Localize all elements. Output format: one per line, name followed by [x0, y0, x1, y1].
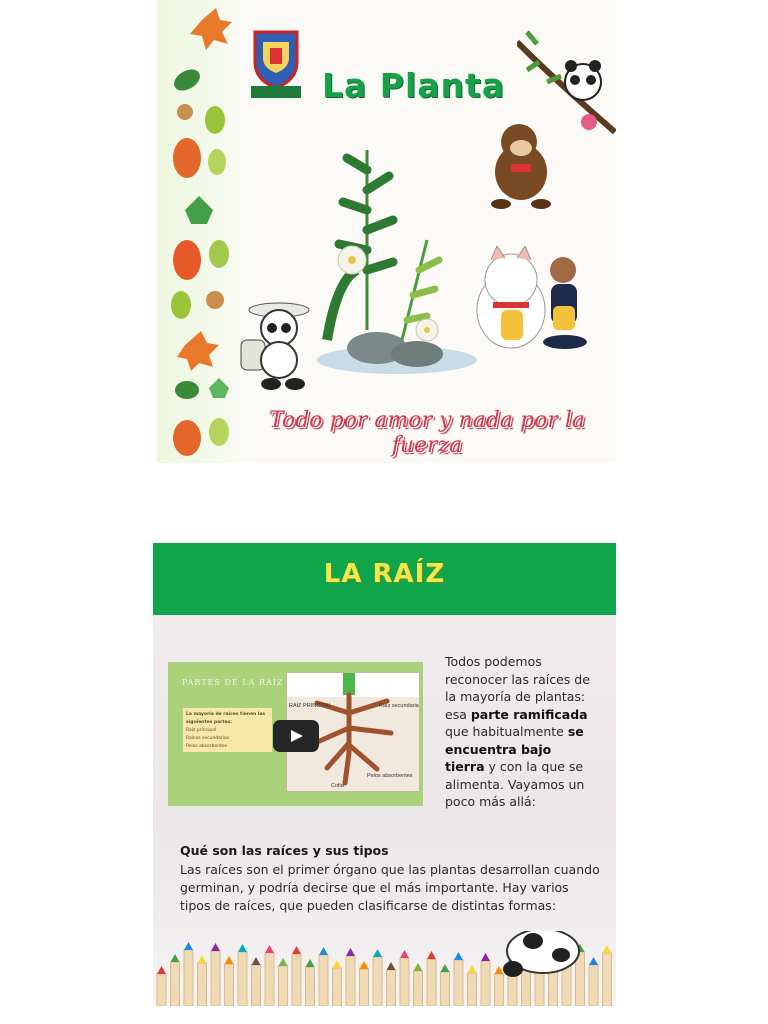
- motto-text: Todo por amor y nada por la fuerza: [269, 408, 585, 458]
- pencil-tip: [198, 955, 207, 963]
- video-player[interactable]: [168, 662, 423, 806]
- intro-text: Todos podemos reconocer las raíces de la mayoría de plantas: esa: [445, 654, 590, 722]
- intro-text: que habitualmente: [445, 724, 568, 739]
- pencil-tip: [346, 948, 355, 956]
- label-hairs: Pelos absorbentes: [367, 773, 413, 779]
- pencil: [441, 972, 450, 1006]
- pencil-tip: [184, 942, 193, 950]
- video-box-item: Raíces secundarias: [186, 736, 230, 741]
- video-info-box: [183, 708, 272, 752]
- pencil-tip: [373, 949, 382, 957]
- pencil-tip: [225, 956, 234, 964]
- video-title: PARTES DE LA RAIZ: [182, 678, 284, 687]
- lucky-cat-icon: [471, 246, 611, 354]
- pencil-tip: [238, 944, 247, 952]
- leaf-border: [157, 0, 247, 463]
- pencil: [454, 960, 463, 1006]
- pencil-tip: [589, 957, 598, 965]
- school-crest-icon: [249, 28, 303, 100]
- pencil-tip: [171, 954, 180, 962]
- label-main-root: RAÍZ PRINCIPAL: [289, 703, 332, 709]
- pencil: [265, 953, 274, 1006]
- leaf-border-icon: [157, 0, 247, 463]
- pencil-tip: [157, 966, 166, 974]
- pencil: [198, 963, 207, 1006]
- pencil-tip: [211, 943, 220, 951]
- label-secondary-root: Raíz secundaria: [379, 703, 419, 709]
- intro-text: y con la que se alimenta. Vayamos un poco más allá:: [445, 759, 585, 809]
- video-box-heading: La mayoría de raíces tienen las siguientes partes:: [186, 712, 266, 725]
- pencil-tip: [333, 960, 342, 968]
- section-heading: Qué son las raíces y sus tipos: [180, 843, 389, 858]
- pencil-tip: [454, 952, 463, 960]
- pencil-tip: [603, 945, 612, 953]
- plant-arrangement-icon: [307, 130, 477, 380]
- pencil-tip: [387, 962, 396, 970]
- pencil: [292, 954, 301, 1006]
- pencil: [481, 961, 490, 1006]
- panda-explorer-icon: [235, 298, 315, 393]
- intro-bold: parte ramificada: [470, 706, 588, 722]
- pencil: [333, 968, 342, 1006]
- video-box-item: Raíz principal: [186, 728, 217, 733]
- pencil-tip: [400, 950, 409, 958]
- label-tip: Cofia: [331, 783, 344, 789]
- pencil-tip: [360, 961, 369, 969]
- body-paragraph: Las raíces son el primer órgano que las plantas desarrollan cuando germinan, y podría decirse que el más importante. Hay varios tipos de raíces, que pueden clasificarse de distintas formas:: [180, 862, 600, 913]
- pencil-tip: [306, 959, 315, 967]
- pencil: [306, 967, 315, 1006]
- pencil: [468, 973, 477, 1006]
- pencils-border-icon: [153, 931, 616, 1006]
- pencil: [589, 965, 598, 1006]
- pencil-tip: [279, 958, 288, 966]
- title-slide: [157, 0, 616, 463]
- pencil-tip: [427, 951, 436, 959]
- pencil: [373, 957, 382, 1006]
- pencil: [414, 971, 423, 1006]
- root-slide: [153, 543, 616, 1006]
- intro-bold: se encuentra bajo tierra: [445, 724, 584, 774]
- slide-banner: [153, 543, 616, 615]
- pencil-tip: [481, 953, 490, 961]
- pencil: [225, 964, 234, 1006]
- pencil: [319, 955, 328, 1006]
- pencil-tip: [319, 947, 328, 955]
- pencil-tip: [441, 964, 450, 972]
- pencil-tip: [468, 965, 477, 973]
- banner-title: LA RAÍZ: [323, 559, 446, 589]
- pencil: [211, 951, 220, 1006]
- pencil: [184, 950, 193, 1006]
- pencil: [238, 952, 247, 1006]
- pencil-tip: [252, 957, 261, 965]
- monkey-character-icon: [483, 120, 563, 210]
- pencil: [252, 965, 261, 1006]
- pencil-tip: [265, 945, 274, 953]
- pencil: [495, 974, 504, 1006]
- pencil: [360, 969, 369, 1006]
- pencil: [157, 974, 166, 1006]
- pencil: [279, 966, 288, 1006]
- pencil: [346, 956, 355, 1006]
- pencil: [603, 953, 612, 1006]
- pencil: [400, 958, 409, 1006]
- video-box-item: Pelos absorbentes: [186, 744, 228, 749]
- pencil: [171, 962, 180, 1006]
- page-title: La Planta: [322, 66, 506, 105]
- pencil-tip: [292, 946, 301, 954]
- play-button[interactable]: [273, 720, 319, 752]
- pencil: [562, 964, 571, 1006]
- pencil: [387, 970, 396, 1006]
- pencil-tip: [414, 963, 423, 971]
- intro-paragraph: [445, 653, 595, 811]
- pencil: [427, 959, 436, 1006]
- pencil-tip: [495, 966, 504, 974]
